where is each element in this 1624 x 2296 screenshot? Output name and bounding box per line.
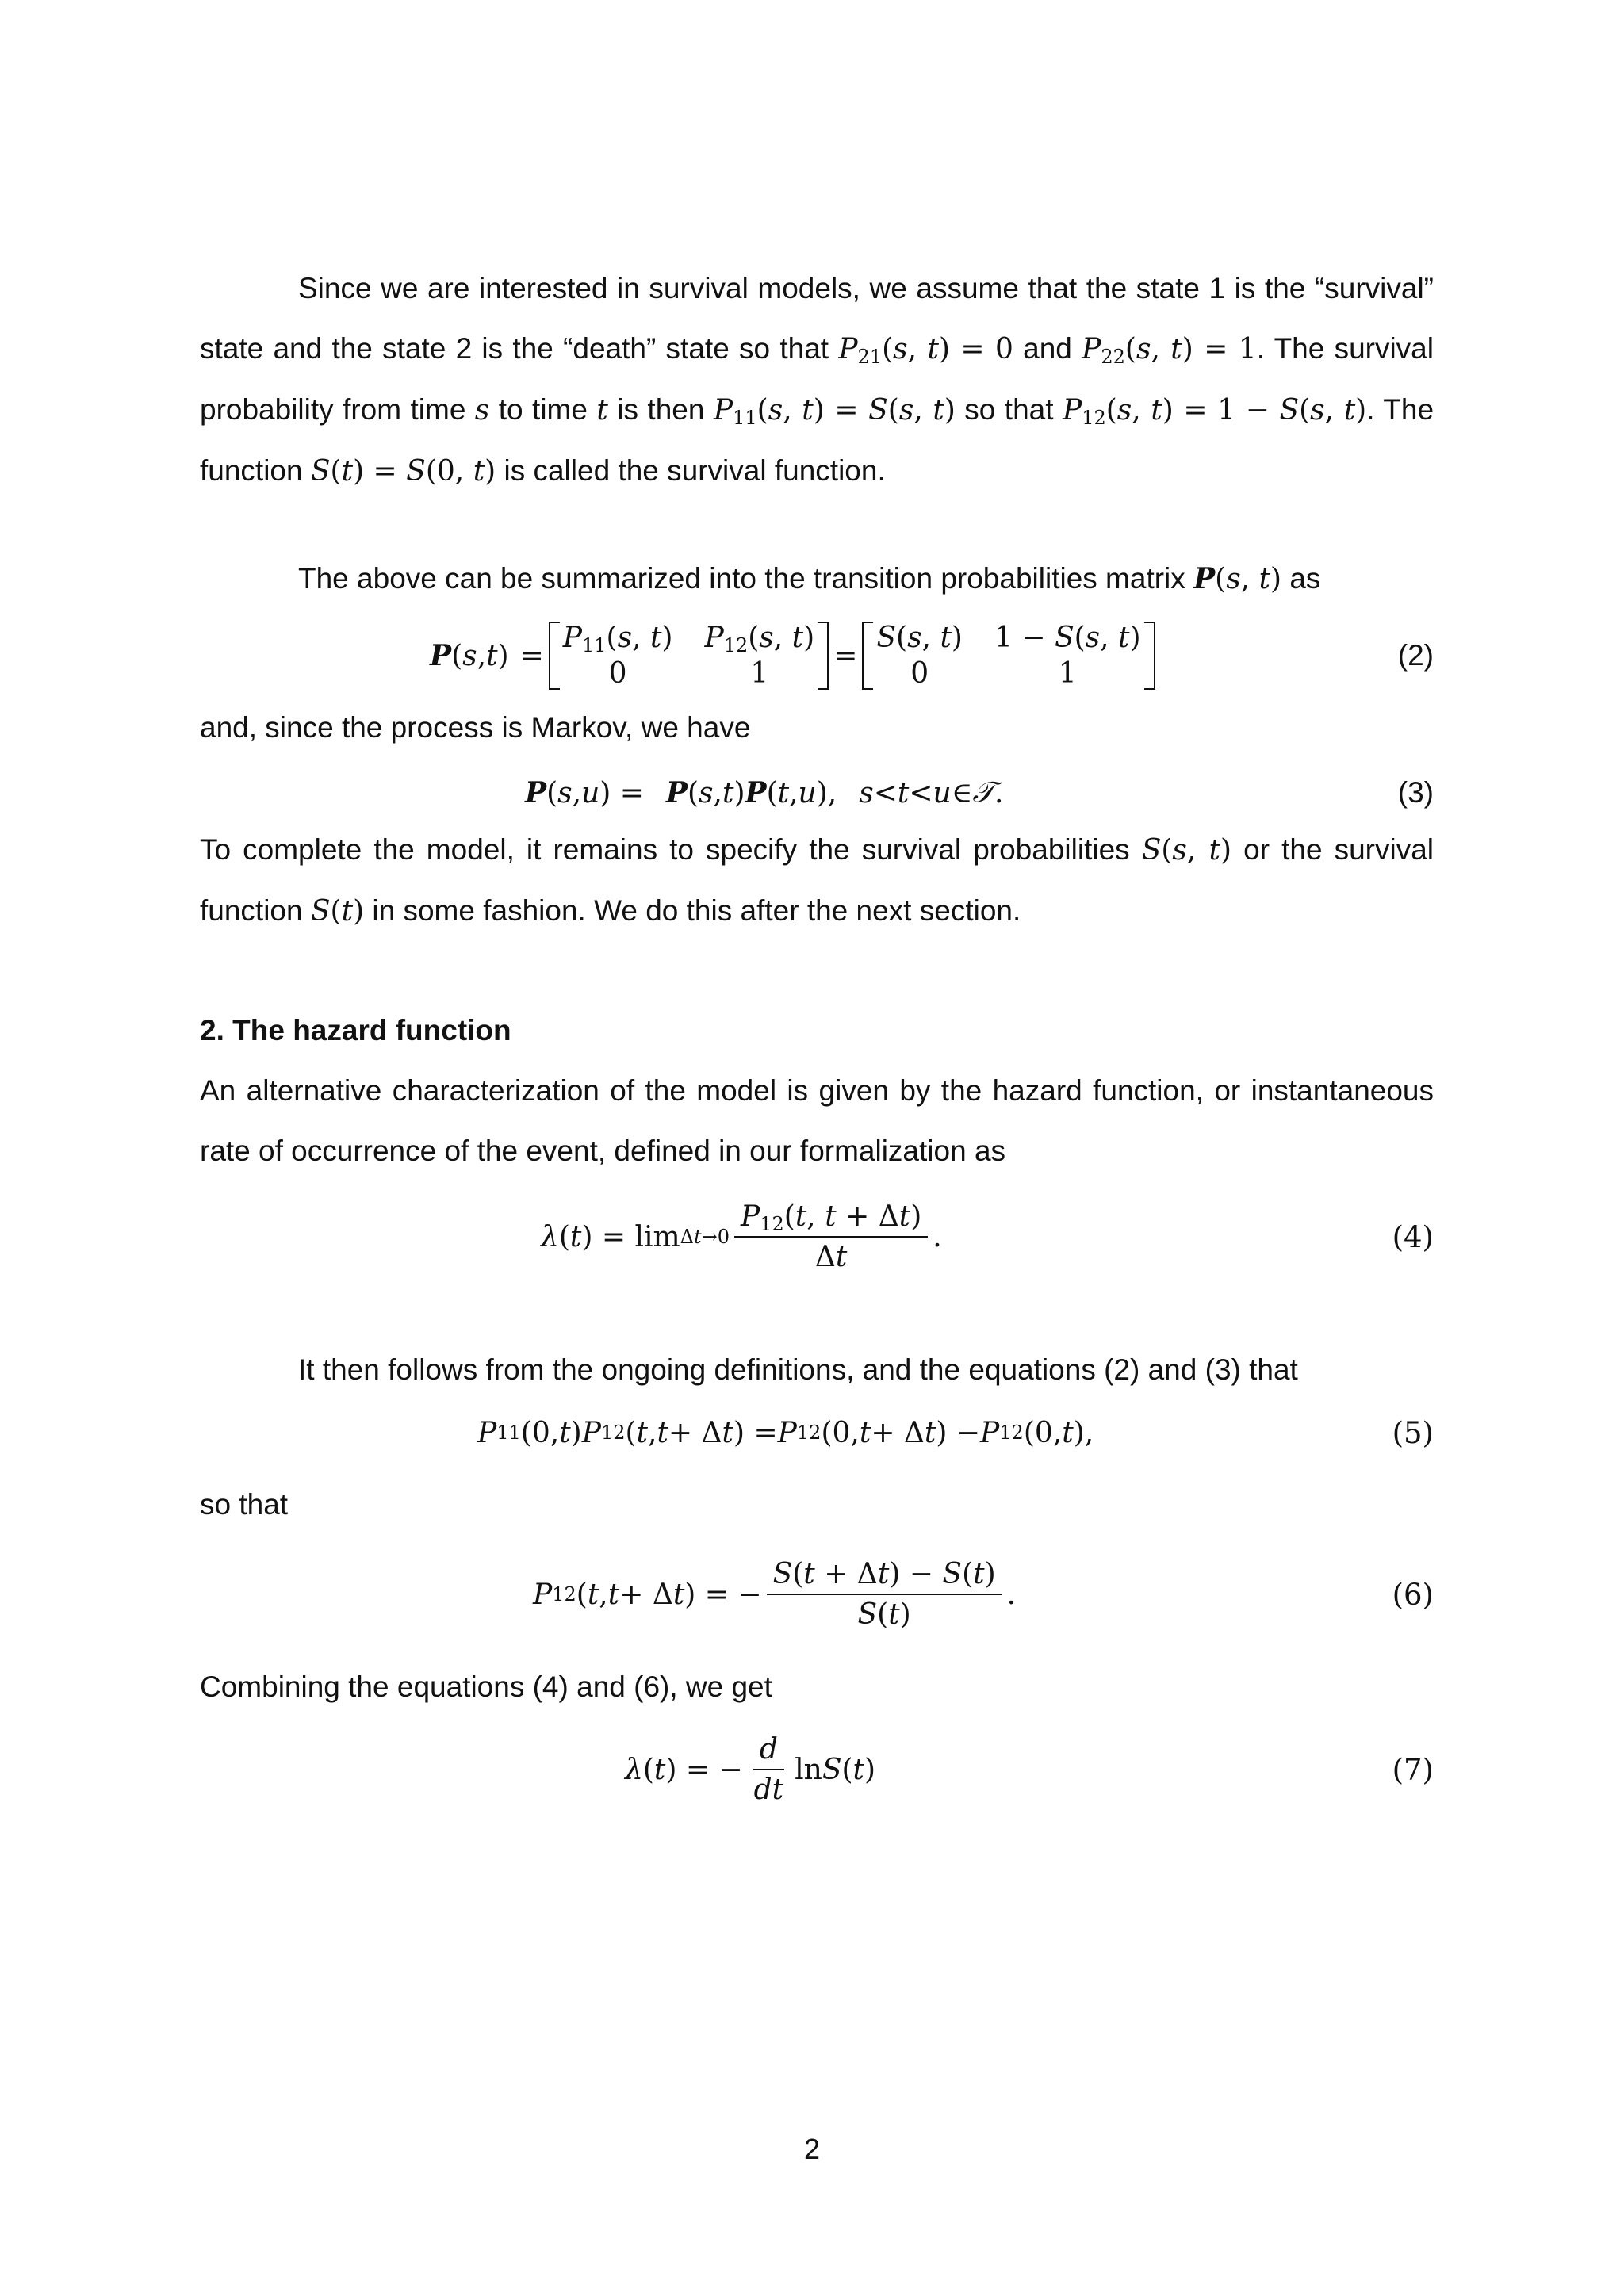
inline-math: $P_{11}(s$, t) = S(s, t) [713, 394, 956, 429]
fraction: $\frac{d}{dt}$ [753, 1733, 784, 1806]
equation-6 [200, 1544, 1434, 1644]
text-run: . The survival probability from time [200, 332, 1434, 426]
equation-number: (2) [1397, 639, 1434, 672]
text-run: Since we are interested in survival models, we assume that the state 1 is the “survival” state and the state 2 is the “death” state so that [200, 272, 1434, 365]
paragraph-complete-model [200, 820, 1434, 942]
equation-6-body: P 12 ( t , t + Δ t ) = − $\frac{S(t + \Delta t) - S(t)}{S(t)}$ . [533, 1558, 1017, 1631]
text-run: is then [607, 393, 714, 426]
inline-math: $P_{21}(s$, t) = 0 [838, 333, 1013, 368]
text-run: as [1281, 562, 1321, 595]
equation-number: (3) [1397, 776, 1434, 809]
paragraph-ongoing-definitions: It then follows from the ongoing definitions, and the equations (2) and (3) that [298, 1353, 1298, 1386]
equation-4-body: λ ( t ) = lim Δt→0 $\frac{P_{12}(t, t + \Delta t)}{\Delta t}$ . [541, 1200, 942, 1273]
inline-math: $P_{22}(s$, t) = 1 [1082, 333, 1257, 368]
paragraph-markov: and, since the process is Markov, we have [200, 711, 751, 744]
text-run: so that [955, 393, 1063, 426]
text-run: To complete the model, it remains to specify the survival probabilities [200, 833, 1142, 866]
fraction: $\frac{P_{12}(t, t + \Delta t)}{\Delta t}$ [734, 1200, 928, 1273]
fraction: $\frac{S(t + \Delta t) - S(t)}{S(t)}$ [767, 1558, 1002, 1631]
text-run: The above can be summarized into the transition probabilities matrix [298, 562, 1194, 595]
section-heading: 2. The hazard function [200, 1014, 511, 1047]
text-run: to time [489, 393, 597, 426]
inline-math: t [596, 394, 608, 427]
inline-math: S(t) [310, 895, 365, 928]
paragraph-survival-states [200, 258, 1434, 502]
text-run: in some fashion. We do this after the next section. [364, 894, 1021, 927]
matrix-transition: $P_{11}(s$, t) $P_{12}(s$, t) 0 1 [549, 622, 829, 690]
equation-number: (6) [1392, 1577, 1434, 1612]
inline-math: S(s, t) [1141, 834, 1232, 867]
text-run: is called the survival function. [496, 454, 886, 487]
matrix-survival: S(s, t) 1 − S(s, t) 0 1 [862, 622, 1155, 690]
text-run: . The function [200, 393, 1434, 487]
equation-number: (4) [1392, 1219, 1434, 1254]
equation-3-body: P ( s , u ) = P ( s , t ) P ( t , u ), s < t < u ∈ 𝒯 . [525, 776, 1004, 809]
paragraph-combining: Combining the equations (4) and (6), we get [200, 1670, 772, 1703]
inline-math: s [474, 394, 490, 427]
equation-number: (5) [1392, 1415, 1434, 1450]
inline-math: P(s, t) [1193, 562, 1282, 595]
text-run: or the survival function [200, 833, 1434, 927]
equation-7 [200, 1720, 1434, 1819]
equation-2-body: P ( s , t ) = $P_{11}(s$, t) $P_{12}(s$, t) 0 1 = S(s, t) 1 − S(s, t) 0 1 [430, 612, 1160, 699]
equation-5-body: P 11 (0, t ) P 12 ( t , t + Δ t ) = P 12 (0, t + Δ t ) − P 12 (0, t ), [477, 1416, 1094, 1449]
equation-7-body: λ ( t ) = − $\frac{d}{dt}$ ln S ( t ) [625, 1733, 876, 1806]
inline-math: $P_{12}(s$, t) = 1 − S(s, t) [1062, 394, 1367, 429]
paragraph-so-that: so that [200, 1488, 289, 1521]
equation-2 [200, 612, 1434, 699]
paragraph-matrix-intro [200, 549, 1434, 610]
equation-5 [200, 1389, 1434, 1476]
equation-4 [200, 1189, 1434, 1284]
text-run: and [1013, 332, 1082, 365]
inline-math: S(t) = S(0, t) [310, 455, 496, 488]
equation-number: (7) [1392, 1752, 1434, 1787]
page-number: 2 [803, 2133, 821, 2165]
paragraph-hazard-intro: An alternative characterization of the model is given by the hazard function, or instantaneous rate of occurrence of the event, defined in our formalization as [200, 1074, 1434, 1167]
